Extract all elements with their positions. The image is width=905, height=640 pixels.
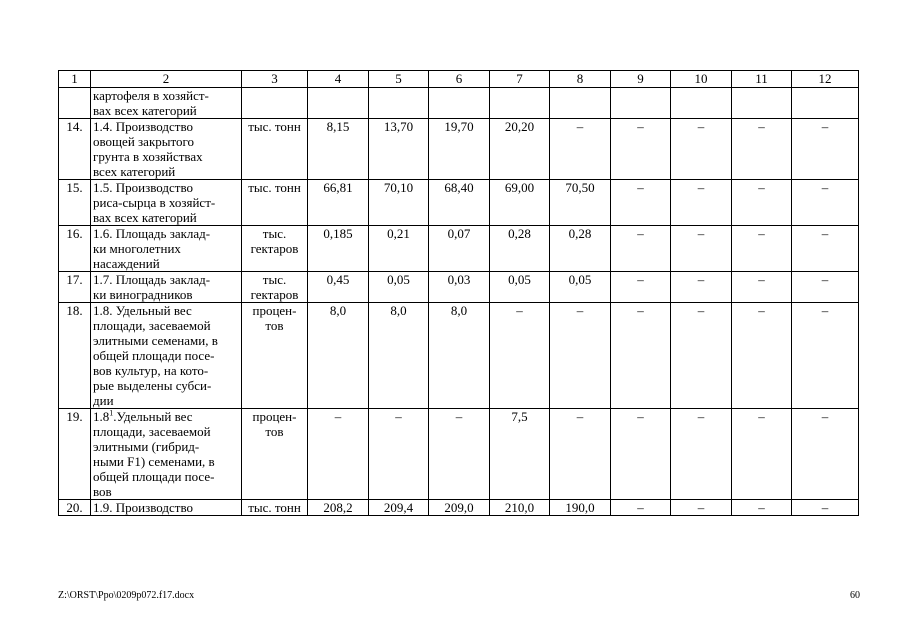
header-cell: 7 bbox=[490, 71, 550, 88]
indicator-name-line: 1.4. Производство bbox=[93, 119, 194, 134]
value-cell: – bbox=[490, 303, 550, 409]
table-row bbox=[59, 226, 859, 272]
unit-line: процен- bbox=[252, 303, 297, 318]
table-row bbox=[59, 409, 859, 500]
indicator-name-line: овощей закрытого bbox=[93, 134, 195, 149]
value-cell: 70,10 bbox=[369, 180, 429, 226]
value-cell: 0,45 bbox=[308, 272, 369, 303]
indicator-code: 1.8 bbox=[93, 409, 110, 424]
indicator-name-line: 1.6. Площадь заклад- bbox=[93, 226, 211, 241]
indicator-name-cell bbox=[91, 409, 242, 500]
value-cell bbox=[792, 88, 859, 119]
value-cell bbox=[429, 88, 490, 119]
indicator-name-line: рые выделены субси- bbox=[93, 378, 212, 393]
value-cell: – bbox=[550, 303, 611, 409]
value-cell: – bbox=[671, 119, 732, 180]
header-cell: 1 bbox=[59, 71, 91, 88]
value-cell: – bbox=[550, 119, 611, 180]
indicator-name-line: 1.8. Удельный вес bbox=[93, 303, 192, 318]
value-cell: 0,05 bbox=[490, 272, 550, 303]
value-cell: – bbox=[611, 303, 671, 409]
table-row bbox=[59, 272, 859, 303]
value-cell: 0,05 bbox=[550, 272, 611, 303]
indicator-name-line: вах всех категорий bbox=[93, 210, 197, 225]
indicator-name-line: грунта в хозяйствах bbox=[93, 149, 203, 164]
table-row bbox=[59, 88, 859, 119]
value-cell: – bbox=[671, 226, 732, 272]
page-number: 60 bbox=[850, 590, 860, 601]
value-cell bbox=[308, 88, 369, 119]
table-row bbox=[59, 500, 859, 516]
value-cell: – bbox=[792, 500, 859, 516]
header-cell: 4 bbox=[308, 71, 369, 88]
value-cell: 0,03 bbox=[429, 272, 490, 303]
header-cell: 5 bbox=[369, 71, 429, 88]
table-row bbox=[59, 180, 859, 226]
unit-cell bbox=[242, 226, 308, 272]
value-cell: – bbox=[792, 272, 859, 303]
table-row bbox=[59, 119, 859, 180]
value-cell: – bbox=[369, 409, 429, 500]
indicator-name-line: 1.5. Производство bbox=[93, 180, 194, 195]
value-cell bbox=[671, 88, 732, 119]
indicator-name-line: площади, засеваемой bbox=[93, 318, 211, 333]
value-cell: 69,00 bbox=[490, 180, 550, 226]
indicator-name-line: картофеля в хозяйст- bbox=[93, 88, 209, 103]
value-cell: – bbox=[308, 409, 369, 500]
value-cell: – bbox=[671, 272, 732, 303]
value-cell: 8,0 bbox=[308, 303, 369, 409]
indicator-name-line: площади, засеваемой bbox=[93, 424, 211, 439]
indicator-name-line: элитными (гибрид- bbox=[93, 439, 200, 454]
value-cell: – bbox=[732, 272, 792, 303]
unit-cell bbox=[242, 180, 308, 226]
indicator-name-line bbox=[93, 409, 239, 424]
indicator-name-line: дии bbox=[93, 393, 114, 408]
value-cell: 0,28 bbox=[490, 226, 550, 272]
value-cell: – bbox=[429, 409, 490, 500]
value-cell: – bbox=[732, 226, 792, 272]
value-cell: 13,70 bbox=[369, 119, 429, 180]
header-cell: 3 bbox=[242, 71, 308, 88]
indicator-name-cell bbox=[91, 272, 242, 303]
header-cell: 12 bbox=[792, 71, 859, 88]
document-path: Z:\ORST\Ppo\0209p072.f17.docx bbox=[58, 590, 195, 601]
value-cell: – bbox=[671, 409, 732, 500]
value-cell: – bbox=[792, 303, 859, 409]
table-row bbox=[59, 303, 859, 409]
value-cell: 7,5 bbox=[490, 409, 550, 500]
indicator-code-superscript: 1 bbox=[109, 408, 114, 418]
header-cell: 11 bbox=[732, 71, 792, 88]
indicator-name-line: элитными семенами, в bbox=[93, 333, 218, 348]
unit-cell bbox=[242, 272, 308, 303]
unit-cell bbox=[242, 500, 308, 516]
value-cell: 68,40 bbox=[429, 180, 490, 226]
value-cell: 190,0 bbox=[550, 500, 611, 516]
indicator-name-line: ки многолетних bbox=[93, 241, 181, 256]
unit-line: гектаров bbox=[250, 287, 299, 302]
value-cell: – bbox=[671, 500, 732, 516]
row-number-cell: 19. bbox=[59, 409, 91, 500]
row-number-cell: 20. bbox=[59, 500, 91, 516]
indicator-name-line: вов bbox=[93, 484, 112, 499]
value-cell: – bbox=[611, 180, 671, 226]
unit-line: тыс. bbox=[262, 272, 287, 287]
value-cell: 210,0 bbox=[490, 500, 550, 516]
value-cell: – bbox=[671, 180, 732, 226]
value-cell bbox=[369, 88, 429, 119]
value-cell: – bbox=[792, 180, 859, 226]
value-cell: – bbox=[732, 500, 792, 516]
value-cell: 8,0 bbox=[429, 303, 490, 409]
unit-cell bbox=[242, 303, 308, 409]
row-number-cell: 17. bbox=[59, 272, 91, 303]
value-cell: 0,21 bbox=[369, 226, 429, 272]
unit-line: гектаров bbox=[250, 241, 299, 256]
value-cell: – bbox=[732, 180, 792, 226]
indicator-name-line: вов культур, на кото- bbox=[93, 363, 209, 378]
value-cell bbox=[490, 88, 550, 119]
value-cell: – bbox=[611, 409, 671, 500]
row-number-cell: 15. bbox=[59, 180, 91, 226]
value-cell: – bbox=[611, 119, 671, 180]
value-cell bbox=[732, 88, 792, 119]
unit-cell bbox=[242, 409, 308, 500]
value-cell: – bbox=[792, 119, 859, 180]
unit-line: тыс. тонн bbox=[248, 500, 301, 515]
value-cell: 8,0 bbox=[369, 303, 429, 409]
value-cell: – bbox=[792, 226, 859, 272]
header-cell: 2 bbox=[91, 71, 242, 88]
value-cell: 66,81 bbox=[308, 180, 369, 226]
value-cell: 20,20 bbox=[490, 119, 550, 180]
indicator-table bbox=[58, 70, 859, 516]
indicator-name-text: .Удельный вес bbox=[113, 409, 193, 424]
row-number-cell bbox=[59, 88, 91, 119]
unit-line: тыс. bbox=[262, 226, 287, 241]
value-cell bbox=[611, 88, 671, 119]
indicator-name-cell bbox=[91, 119, 242, 180]
value-cell: – bbox=[732, 119, 792, 180]
value-cell: 8,15 bbox=[308, 119, 369, 180]
indicator-name-line: всех категорий bbox=[93, 164, 176, 179]
value-cell: – bbox=[732, 409, 792, 500]
indicator-name-cell bbox=[91, 500, 242, 516]
header-cell: 6 bbox=[429, 71, 490, 88]
row-number-cell: 16. bbox=[59, 226, 91, 272]
value-cell: 0,28 bbox=[550, 226, 611, 272]
indicator-name-line: ными F1) семенами, в bbox=[93, 454, 215, 469]
unit-line: тыс. тонн bbox=[248, 180, 301, 195]
indicator-name-cell bbox=[91, 180, 242, 226]
indicator-name-line: вах всех категорий bbox=[93, 103, 197, 118]
indicator-name-line: общей площади посе- bbox=[93, 469, 215, 484]
value-cell: – bbox=[671, 303, 732, 409]
value-cell: – bbox=[550, 409, 611, 500]
value-cell: 209,0 bbox=[429, 500, 490, 516]
value-cell: – bbox=[732, 303, 792, 409]
value-cell: 208,2 bbox=[308, 500, 369, 516]
indicator-name-line: насаждений bbox=[93, 256, 160, 271]
table-header-row bbox=[59, 71, 859, 88]
unit-line: тов bbox=[265, 424, 284, 439]
header-cell: 8 bbox=[550, 71, 611, 88]
unit-line: тов bbox=[265, 318, 284, 333]
value-cell: – bbox=[792, 409, 859, 500]
value-cell: – bbox=[611, 226, 671, 272]
row-number-cell: 18. bbox=[59, 303, 91, 409]
indicator-name-cell bbox=[91, 226, 242, 272]
header-cell: 10 bbox=[671, 71, 732, 88]
value-cell: 0,07 bbox=[429, 226, 490, 272]
unit-cell bbox=[242, 119, 308, 180]
unit-line: тыс. тонн bbox=[248, 119, 301, 134]
indicator-name-cell bbox=[91, 303, 242, 409]
value-cell: 0,185 bbox=[308, 226, 369, 272]
value-cell: 209,4 bbox=[369, 500, 429, 516]
value-cell: – bbox=[611, 272, 671, 303]
unit-cell bbox=[242, 88, 308, 119]
value-cell: 0,05 bbox=[369, 272, 429, 303]
row-number-cell: 14. bbox=[59, 119, 91, 180]
indicator-name-cell bbox=[91, 88, 242, 119]
value-cell: 19,70 bbox=[429, 119, 490, 180]
indicator-name-line: риса-сырца в хозяйст- bbox=[93, 195, 216, 210]
indicator-name-line: 1.7. Площадь заклад- bbox=[93, 272, 211, 287]
indicator-name-line: 1.9. Производство bbox=[93, 500, 194, 515]
header-cell: 9 bbox=[611, 71, 671, 88]
indicator-name-line: ки виноградников bbox=[93, 287, 193, 302]
value-cell: – bbox=[611, 500, 671, 516]
indicator-name-line: общей площади посе- bbox=[93, 348, 215, 363]
value-cell: 70,50 bbox=[550, 180, 611, 226]
value-cell bbox=[550, 88, 611, 119]
unit-line: процен- bbox=[252, 409, 297, 424]
